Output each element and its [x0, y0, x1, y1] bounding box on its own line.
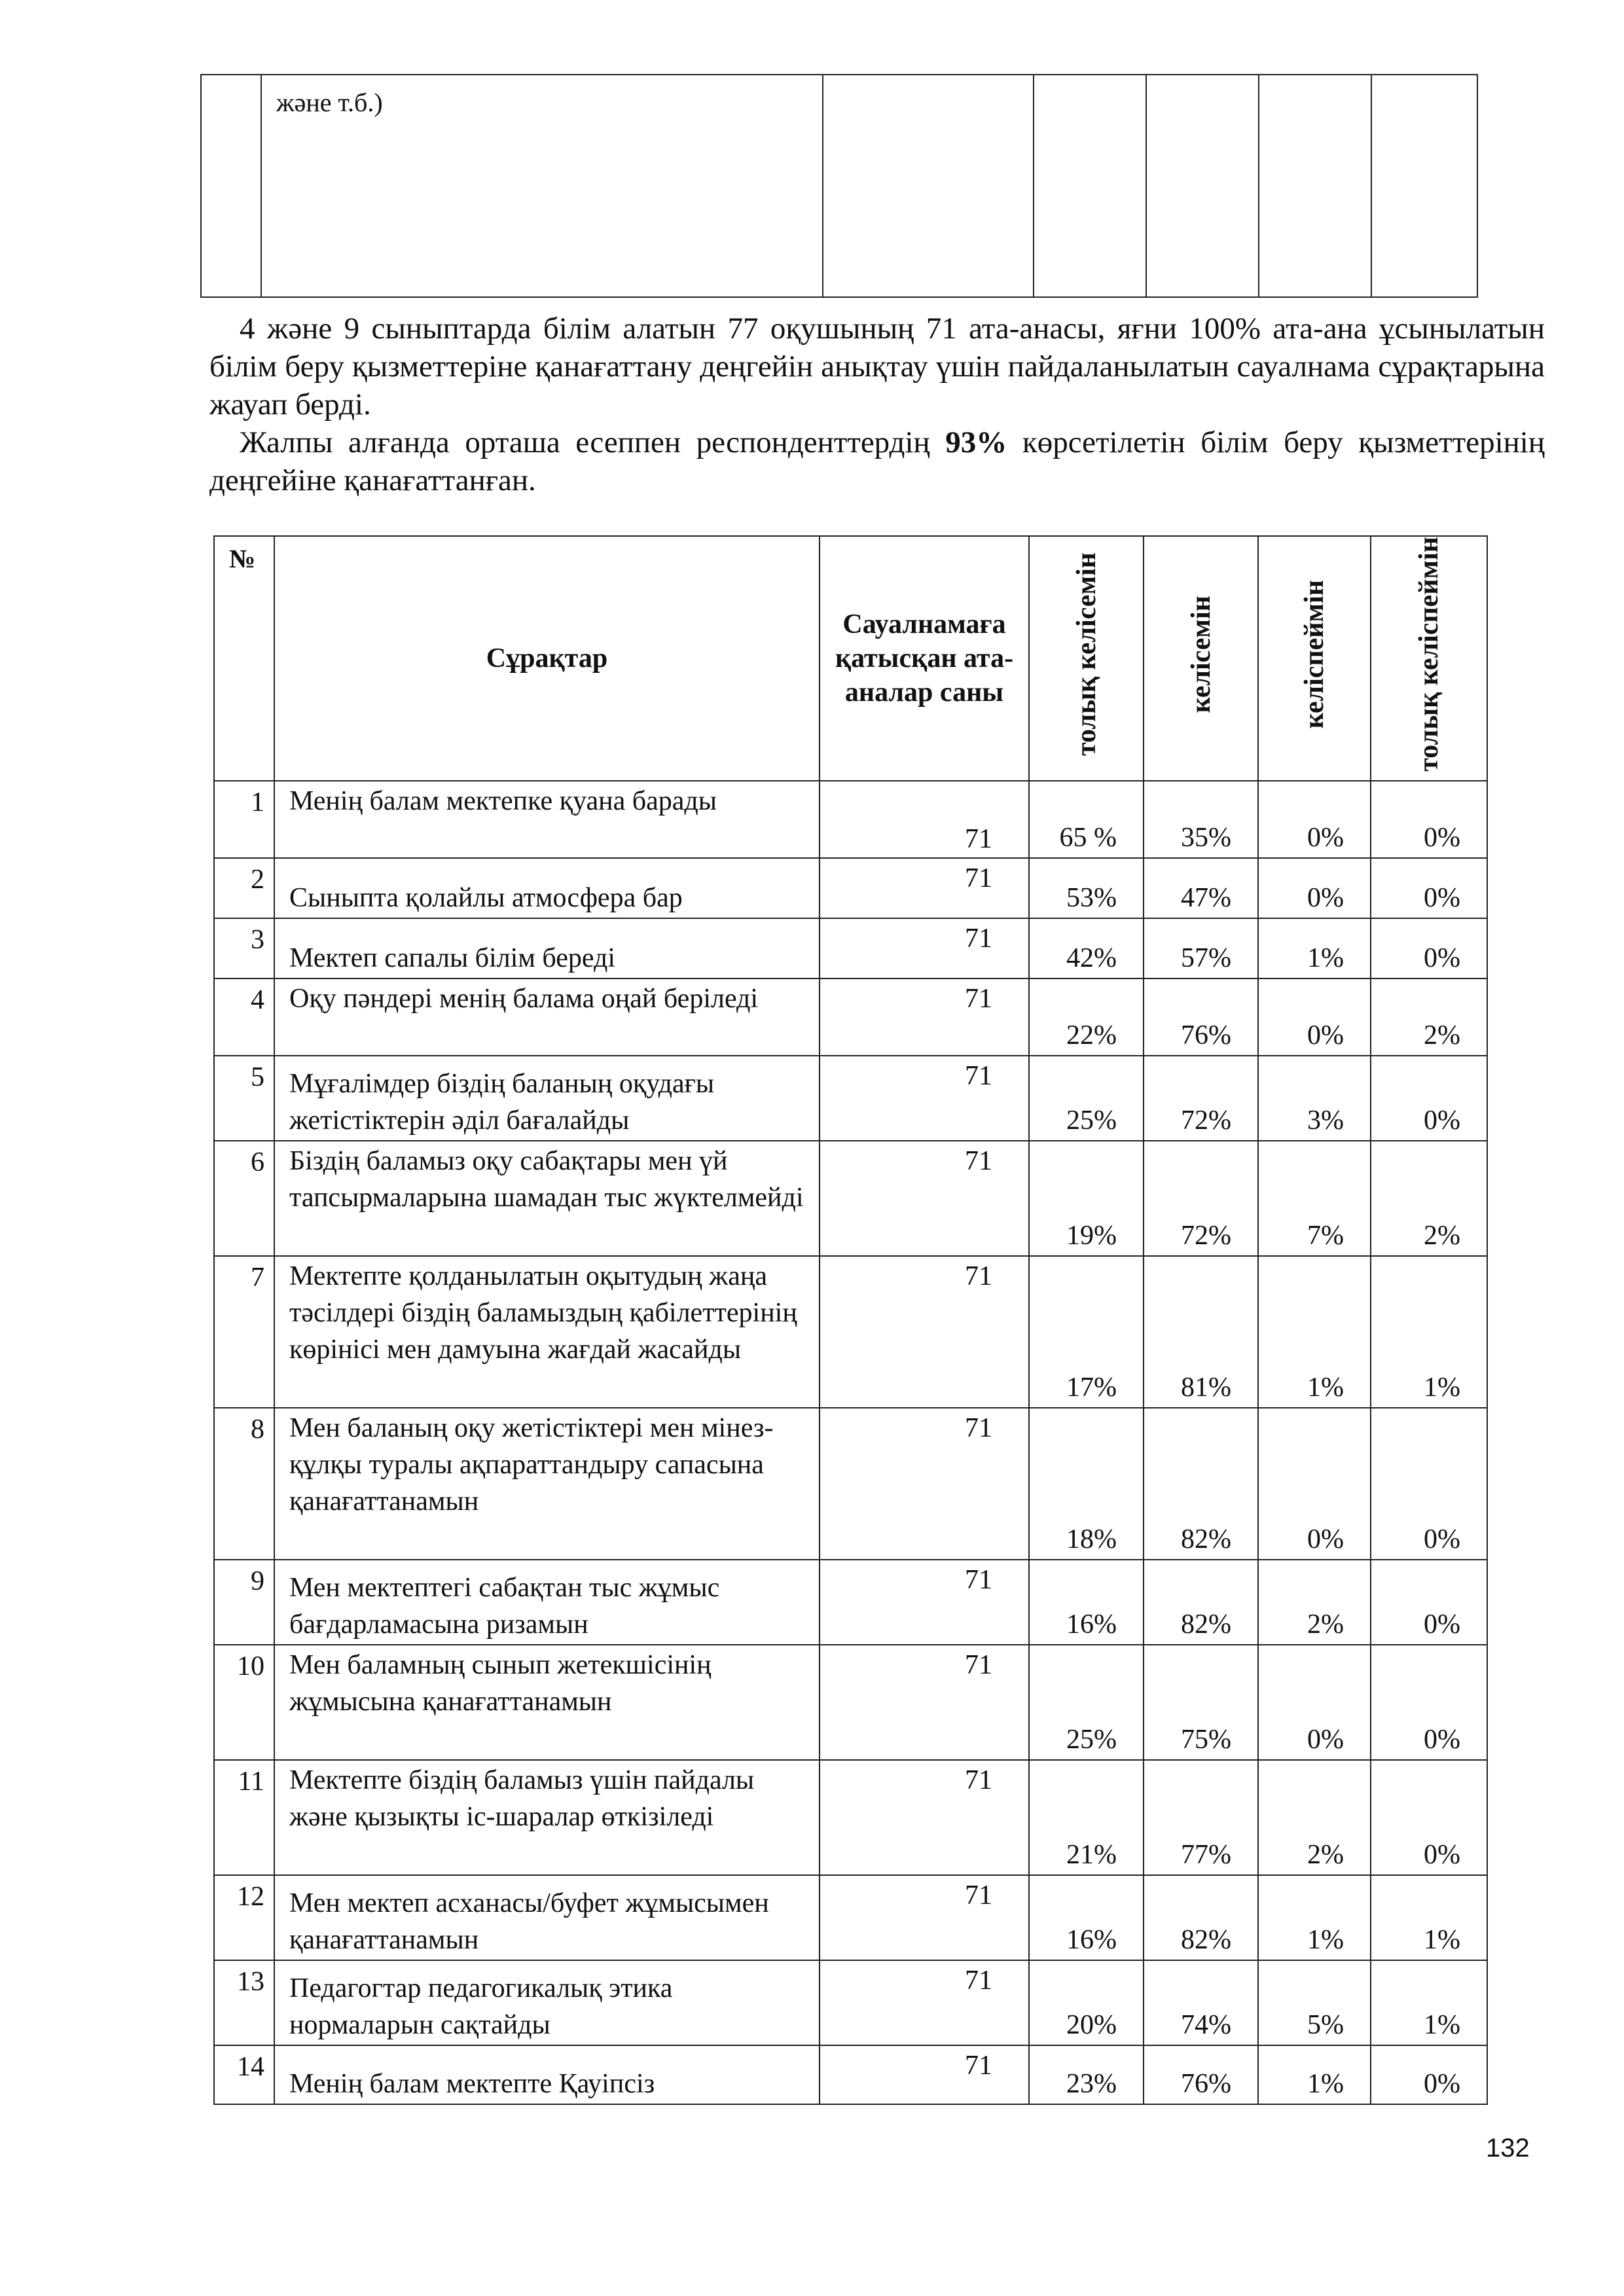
row-participant-count: 71 [820, 781, 1029, 858]
row-disagree-percent: 0% [1258, 781, 1371, 858]
row-participant-count: 71 [820, 858, 1029, 918]
survey-table [213, 535, 1488, 2105]
table-row [214, 1141, 1487, 1256]
table-row [214, 1760, 1487, 1875]
row-number: 1 [214, 781, 274, 858]
header-fully-disagree: толық келіспеймін [1414, 537, 1444, 772]
row-participant-count: 71 [820, 1256, 1029, 1408]
row-participant-count: 71 [820, 1408, 1029, 1560]
header-agree: келісемін [1185, 595, 1216, 713]
summary-text-start: Жалпы алғанда орташа есеппен респонденттердің [240, 425, 946, 459]
row-number: 14 [214, 2045, 274, 2104]
row-disagree-percent: 1% [1258, 918, 1371, 978]
header-number: № [214, 536, 274, 781]
row-question: Мектепте қолданылатын оқытудың жаңа тәсілдері біздің баламыздың қабілеттерінің көрінісі мен дамуына жағдай жасайды [274, 1256, 820, 1408]
continued-table-row [201, 75, 1477, 297]
row-agree-percent: 72% [1144, 1141, 1258, 1256]
row-agree-percent: 74% [1144, 1960, 1258, 2045]
row-agree-percent: 76% [1144, 978, 1258, 1056]
row-number: 9 [214, 1560, 274, 1645]
row-question: Мұғалімдер біздің баланың оқудағы жетістіктерін әділ бағалайды [274, 1056, 820, 1141]
paragraph-summary [209, 423, 1545, 499]
table-body [214, 781, 1487, 2104]
row-participant-count: 71 [820, 1560, 1029, 1645]
row-number: 3 [214, 918, 274, 978]
row-fully-disagree-percent: 0% [1371, 1560, 1487, 1645]
table-row [214, 2045, 1487, 2104]
summary-percentage: 93% [945, 425, 1007, 459]
row-agree-percent: 75% [1144, 1645, 1258, 1760]
row-agree-percent: 82% [1144, 1875, 1258, 1960]
row-fully-disagree-percent: 2% [1371, 1141, 1487, 1256]
header-participant-count: Сауалнамаға қатысқан ата-аналар саны [820, 536, 1029, 781]
row-fully-agree-percent: 16% [1029, 1875, 1144, 1960]
row-number: 7 [214, 1256, 274, 1408]
text-block [209, 310, 1545, 499]
row-number: 6 [214, 1141, 274, 1256]
row-number: 13 [214, 1960, 274, 2045]
row-question: Сыныпта қолайлы атмосфера бар [274, 858, 820, 918]
row-fully-disagree-percent: 0% [1371, 918, 1487, 978]
row-question: Оқу пәндері менің балама оңай беріледі [274, 978, 820, 1056]
continued-cell-text: және т.б.) [276, 88, 383, 117]
row-disagree-percent: 5% [1258, 1960, 1371, 2045]
row-fully-agree-percent: 65 % [1029, 781, 1144, 858]
row-question: Менің балам мектепте Қауіпсіз [274, 2045, 820, 2104]
table-row [214, 1875, 1487, 1960]
row-disagree-percent: 2% [1258, 1760, 1371, 1875]
row-participant-count: 71 [820, 1875, 1029, 1960]
row-disagree-percent: 1% [1258, 1875, 1371, 1960]
row-fully-disagree-percent: 0% [1371, 2045, 1487, 2104]
row-fully-disagree-percent: 0% [1371, 858, 1487, 918]
table-row [214, 1645, 1487, 1760]
row-question: Біздің баламыз оқу сабақтары мен үй тапсырмаларына шамадан тыс жүктелмейді [274, 1141, 820, 1256]
row-disagree-percent: 2% [1258, 1560, 1371, 1645]
header-question: Сұрақтар [274, 536, 820, 781]
row-participant-count: 71 [820, 1960, 1029, 2045]
row-number: 5 [214, 1056, 274, 1141]
table-header-row [214, 536, 1487, 781]
row-fully-disagree-percent: 0% [1371, 1760, 1487, 1875]
row-agree-percent: 35% [1144, 781, 1258, 858]
table-row [214, 1960, 1487, 2045]
row-fully-disagree-percent: 1% [1371, 1960, 1487, 2045]
table-row [214, 1560, 1487, 1645]
row-fully-agree-percent: 18% [1029, 1408, 1144, 1560]
row-participant-count: 71 [820, 1645, 1029, 1760]
table-row [214, 781, 1487, 858]
row-fully-agree-percent: 21% [1029, 1760, 1144, 1875]
row-fully-agree-percent: 53% [1029, 858, 1144, 918]
header-fully-agree: толық келісемін [1071, 552, 1102, 756]
row-agree-percent: 81% [1144, 1256, 1258, 1408]
row-participant-count: 71 [820, 1141, 1029, 1256]
row-disagree-percent: 0% [1258, 858, 1371, 918]
row-fully-agree-percent: 16% [1029, 1560, 1144, 1645]
row-disagree-percent: 0% [1258, 1645, 1371, 1760]
row-agree-percent: 57% [1144, 918, 1258, 978]
row-participant-count: 71 [820, 978, 1029, 1056]
row-fully-agree-percent: 25% [1029, 1645, 1144, 1760]
row-question: Мектепте біздің баламыз үшін пайдалы және қызықты іс-шаралар өткізіледі [274, 1760, 820, 1875]
row-number: 8 [214, 1408, 274, 1560]
row-question: Педагогтар педагогикалық этика нормаларын сақтайды [274, 1960, 820, 2045]
row-number: 4 [214, 978, 274, 1056]
row-fully-disagree-percent: 0% [1371, 1645, 1487, 1760]
row-number: 10 [214, 1645, 274, 1760]
row-disagree-percent: 0% [1258, 1408, 1371, 1560]
row-fully-disagree-percent: 0% [1371, 781, 1487, 858]
row-agree-percent: 77% [1144, 1760, 1258, 1875]
table-row [214, 858, 1487, 918]
row-disagree-percent: 1% [1258, 1256, 1371, 1408]
row-fully-disagree-percent: 2% [1371, 978, 1487, 1056]
row-disagree-percent: 7% [1258, 1141, 1371, 1256]
row-fully-disagree-percent: 0% [1371, 1408, 1487, 1560]
row-fully-agree-percent: 23% [1029, 2045, 1144, 2104]
row-fully-agree-percent: 25% [1029, 1056, 1144, 1141]
row-number: 12 [214, 1875, 274, 1960]
row-agree-percent: 72% [1144, 1056, 1258, 1141]
row-participant-count: 71 [820, 2045, 1029, 2104]
row-fully-agree-percent: 19% [1029, 1141, 1144, 1256]
table-row [214, 1056, 1487, 1141]
row-disagree-percent: 0% [1258, 978, 1371, 1056]
row-fully-disagree-percent: 1% [1371, 1256, 1487, 1408]
row-fully-agree-percent: 42% [1029, 918, 1144, 978]
row-participant-count: 71 [820, 1760, 1029, 1875]
row-number: 11 [214, 1760, 274, 1875]
row-fully-disagree-percent: 0% [1371, 1056, 1487, 1141]
row-question: Менің балам мектепке қуана барады [274, 781, 820, 858]
row-agree-percent: 47% [1144, 858, 1258, 918]
header-disagree: келіспеймін [1299, 579, 1329, 728]
table-row [214, 978, 1487, 1056]
row-number: 2 [214, 858, 274, 918]
row-agree-percent: 76% [1144, 2045, 1258, 2104]
row-question: Мен мектептегі сабақтан тыс жұмыс бағдарламасына ризамын [274, 1560, 820, 1645]
table-row [214, 918, 1487, 978]
row-question: Мен баланың оқу жетістіктері мен мінез-құлқы туралы ақпараттандыру сапасына қанағаттанамын [274, 1408, 820, 1560]
row-question: Мектеп сапалы білім береді [274, 918, 820, 978]
row-fully-agree-percent: 22% [1029, 978, 1144, 1056]
table-row [214, 1408, 1487, 1560]
row-agree-percent: 82% [1144, 1408, 1258, 1560]
page-number: 132 [1486, 2134, 1530, 2162]
row-participant-count: 71 [820, 918, 1029, 978]
row-question: Мен баламның сынып жетекшісінің жұмысына қанағаттанамын [274, 1645, 820, 1760]
row-participant-count: 71 [820, 1056, 1029, 1141]
row-agree-percent: 82% [1144, 1560, 1258, 1645]
row-disagree-percent: 1% [1258, 2045, 1371, 2104]
row-fully-disagree-percent: 1% [1371, 1875, 1487, 1960]
paragraph-participants: 4 және 9 сыныптарда білім алатын 77 оқушының 71 ата-анасы, яғни 100% ата-ана ұсынылатын білім беру қызметтеріне қанағаттану деңгейін анықтау үшін пайдаланылатын сауалнама сұрақтарына жауап берді. [209, 312, 1545, 422]
row-disagree-percent: 3% [1258, 1056, 1371, 1141]
row-question: Мен мектеп асханасы/буфет жұмысымен қанағаттанамын [274, 1875, 820, 1960]
row-fully-agree-percent: 17% [1029, 1256, 1144, 1408]
summary-text-end: көрсетілетін білім беру қызметтерінің деңгейіне қанағаттанған. [209, 425, 1545, 497]
row-fully-agree-percent: 20% [1029, 1960, 1144, 2045]
continued-table [200, 74, 1478, 298]
table-row [214, 1256, 1487, 1408]
